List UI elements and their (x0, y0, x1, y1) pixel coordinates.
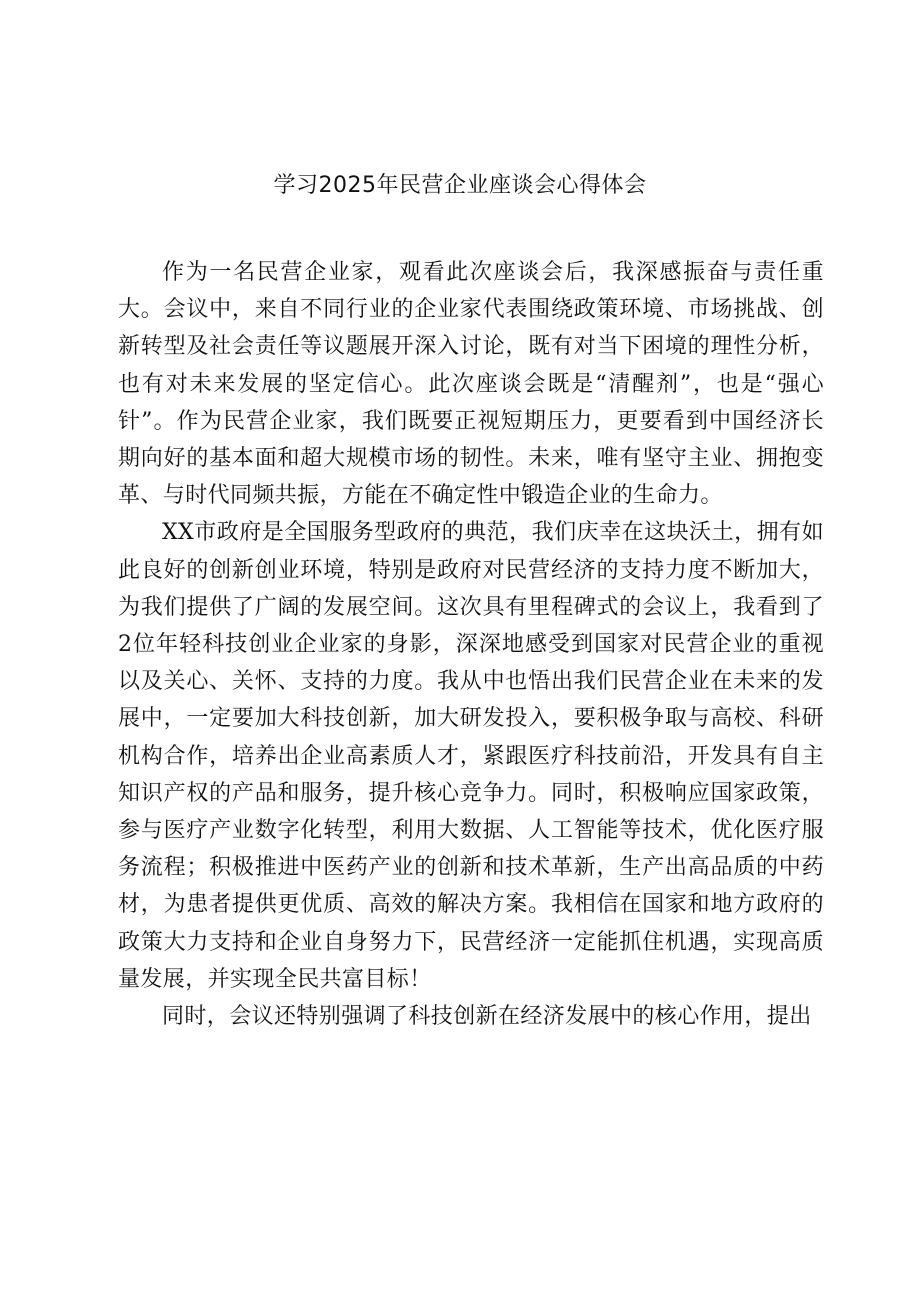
document-body (118, 254, 824, 1035)
document-title: 学习2025年民营企业座谈会心得体会 (273, 173, 647, 198)
paragraph-2: XX市政府是全国服务型政府的典范，我们庆幸在这块沃土，拥有如此良好的创新创业环境，特别是政府对民营经济的支持力度不断加大，为我们提供了广阔的发展空间。这次具有里程碑式的会议上，我看到了2位年轻科技创业企业家的身影，深深地感受到国家对民营企业的重视以及关心、关怀、支持的力度。我从中也悟出我们民营企业在未来的发展中，一定要加大科技创新，加大研发投入，要积极争取与高校、科研机构合作，培养出企业高素质人才，紧跟医疗科技前沿，开发具有自主知识产权的产品和服务，提升核心竞争力。同时，积极响应国家政策，参与医疗产业数字化转型，利用大数据、人工智能等技术，优化医疗服务流程；积极推进中医药产业的创新和技术革新，生产出高品质的中药材，为患者提供更优质、高效的解决方案。我相信在国家和地方政府的政策大力支持和企业自身努力下，民营经济一定能抓住机遇，实现高质量发展，并实现全民共富目标！ (118, 520, 824, 992)
paragraph-3: 同时，会议还特别强调了科技创新在经济发展中的核心作用，提出 (162, 1004, 812, 1030)
paragraph-1: 作为一名民营企业家，观看此次座谈会后，我深感振奋与责任重大。会议中，来自不同行业的企业家代表围绕政策环境、市场挑战、创新转型及社会责任等议题展开深入讨论，既有对当下困境的理性分析，也有对未来发展的坚定信心。此次座谈会既是“清醒剂”，也是“强心针”。作为民营企业家，我们既要正视短期压力，更要看到中国经济长期向好的基本面和超大规模市场的韧性。未来，唯有坚守主业、拥抱变革、与时代同频共振，方能在不确定性中锻造企业的生命力。 (118, 260, 824, 509)
